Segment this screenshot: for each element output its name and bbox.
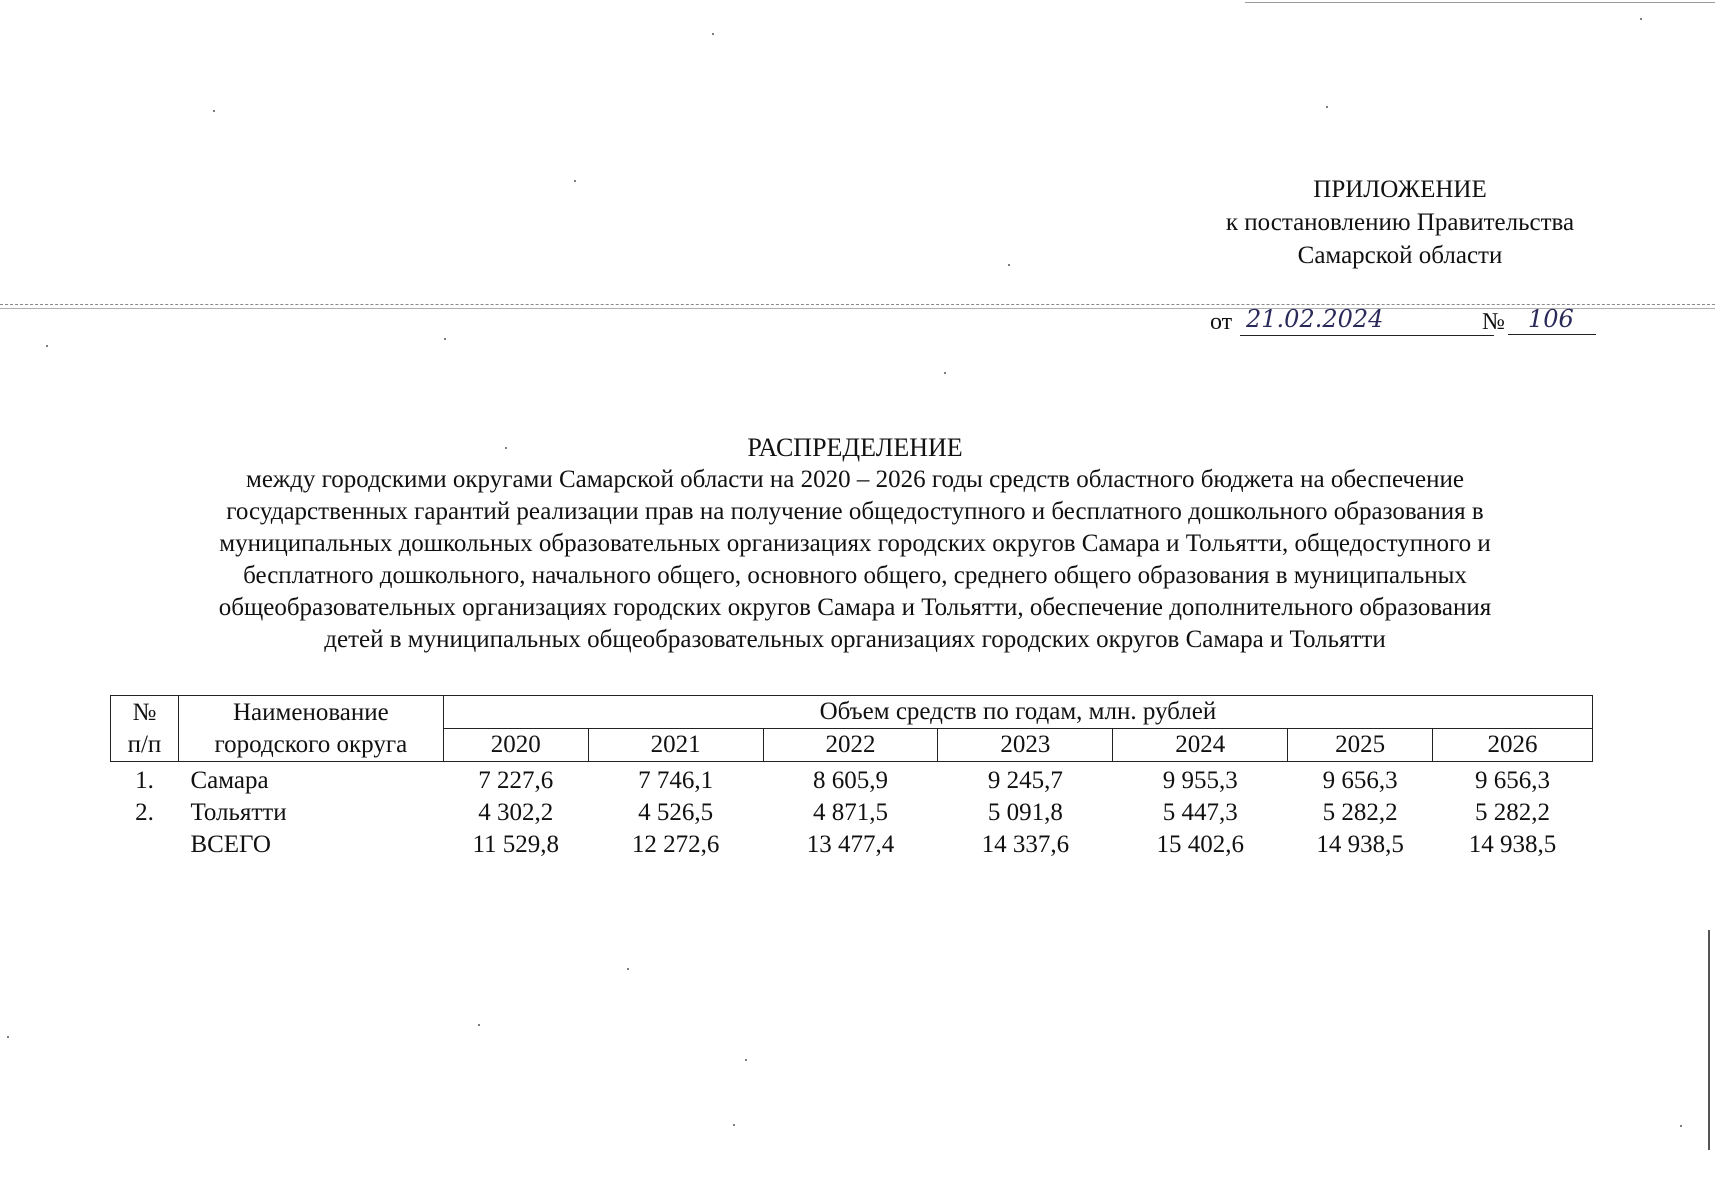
scan-speck [712, 33, 714, 35]
table-row [111, 797, 1593, 829]
title-heading: РАСПРЕДЕЛЕНИЕ [747, 433, 963, 462]
table-cell: 4 526,5 [638, 799, 714, 826]
scan-speck [46, 345, 48, 347]
table-cell: 9 955,3 [1162, 767, 1238, 794]
table-row [111, 762, 1593, 798]
table-cell: 15 402,6 [1156, 831, 1244, 858]
scan-speck [478, 1024, 480, 1026]
title-line: между городскими округами Самарской области на 2020 – 2026 годы средств областного бюджета на обеспечение [246, 466, 1464, 493]
table-cell: 12 272,6 [631, 831, 720, 858]
scan-speck [213, 110, 215, 112]
table-cell: 5 282,2 [1322, 799, 1398, 826]
title-line: общеобразовательных организациях городских округов Самара и Тольятти, обеспечение дополнительного образования [218, 594, 1492, 621]
header-year: 2023 [938, 729, 1113, 762]
row-total-label: ВСЕГО [190, 831, 271, 858]
table-cell: 5 447,3 [1162, 799, 1238, 826]
table-cell: 5 091,8 [987, 799, 1063, 826]
scan-speck [745, 1059, 747, 1061]
scan-speck [1326, 106, 1328, 108]
header-year: 2026 [1433, 729, 1593, 762]
row-city-name: Самара [190, 767, 269, 794]
table-cell: 13 477,4 [806, 831, 895, 858]
scan-speck [1640, 18, 1642, 20]
table-row-total [111, 829, 1593, 861]
appendix-heading: ПРИЛОЖЕНИЕ [1313, 176, 1487, 203]
header-text: городского округа [214, 730, 408, 758]
appendix-block [1180, 173, 1620, 272]
header-year: 2025 [1288, 729, 1433, 762]
table-cell: 14 337,6 [981, 831, 1070, 858]
row-city-name: Тольятти [190, 799, 287, 826]
distribution-table [110, 695, 1593, 861]
scan-speck [1680, 1125, 1682, 1127]
header-text: Наименование [233, 698, 389, 726]
row-index: 1. [135, 767, 154, 794]
row-index [111, 829, 179, 861]
table-cell: 14 938,5 [1316, 831, 1404, 858]
appendix-line: к постановлению Правительства [1225, 209, 1575, 236]
header-year: 2022 [763, 729, 938, 762]
table-cell: 7 227,6 [478, 767, 554, 794]
document-title [100, 432, 1610, 656]
scan-speck [444, 338, 446, 340]
scan-speck [944, 372, 946, 374]
header-name-column [178, 696, 443, 762]
header-volume-group: Объем средств по годам, млн. рублей [443, 696, 1592, 729]
title-line: бесплатного дошкольного, начального общего, основного общего, среднего общего образования в муниципальных [243, 562, 1467, 589]
table-cell: 4 302,2 [478, 799, 554, 826]
header-text: № [132, 698, 157, 726]
table-cell: 14 938,5 [1468, 831, 1557, 858]
table-cell: 11 529,8 [472, 831, 560, 858]
scan-artifact-line [1245, 2, 1715, 3]
scan-speck [7, 1036, 9, 1038]
table-cell: 8 605,9 [812, 767, 888, 794]
table-cell: 9 656,3 [1475, 767, 1551, 794]
handwritten-date: 21.02.2024 [1240, 305, 1494, 336]
table-cell: 9 656,3 [1322, 767, 1398, 794]
header-number-column [111, 696, 179, 762]
header-year: 2021 [588, 729, 763, 762]
table-cell: 4 871,5 [812, 799, 888, 826]
table-cell: 9 245,7 [987, 767, 1063, 794]
scan-speck [574, 180, 576, 182]
scan-artifact-edge [1708, 930, 1710, 1150]
row-index: 2. [135, 799, 154, 826]
scan-speck [627, 968, 629, 970]
header-year: 2024 [1113, 729, 1288, 762]
title-line: муниципальных дошкольных образовательных организациях городских округов Самара и Тольятти, общедоступного и [219, 530, 1491, 557]
title-line: детей в муниципальных общеобразовательных организациях городских округов Самара и Тольятти [324, 626, 1386, 653]
handwritten-number: 106 [1508, 305, 1596, 335]
title-line: государственных гарантий реализации прав на получение общедоступного и бесплатного дошкольного образования в [226, 498, 1484, 525]
scan-speck [1008, 264, 1010, 266]
date-label: от [1210, 309, 1233, 335]
appendix-line: Самарской области [1297, 242, 1503, 269]
table-cell: 5 282,2 [1475, 799, 1551, 826]
header-text: п/п [127, 730, 162, 758]
header-year: 2020 [443, 729, 588, 762]
table-cell: 7 746,1 [638, 767, 714, 794]
scan-speck [733, 1124, 735, 1126]
number-label: № [1482, 309, 1505, 335]
